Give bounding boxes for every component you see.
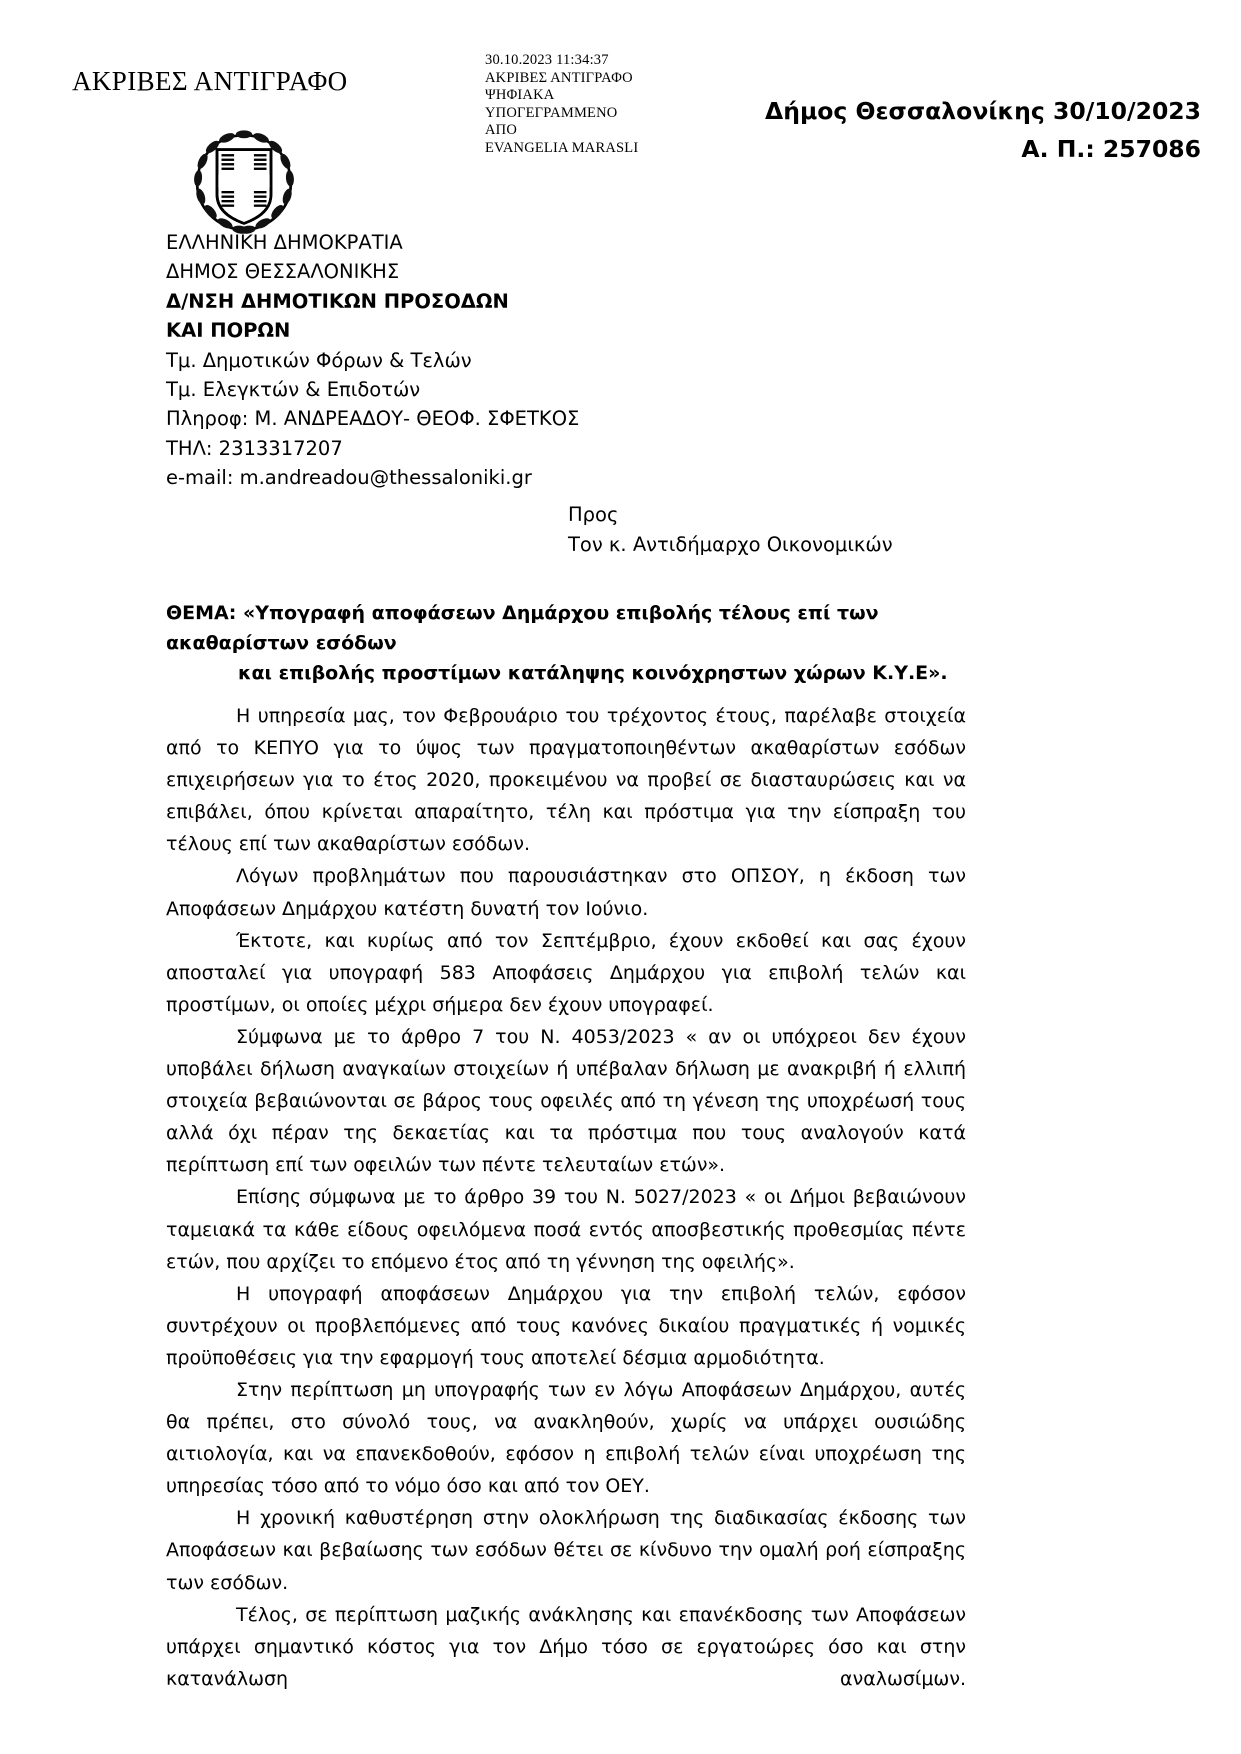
sender-line-directorate: Δ/ΝΣΗ ΔΗΜΟΤΙΚΩΝ ΠΡΟΣΟΔΩΝ [166, 289, 509, 313]
subject-line-2: και επιβολής προστίμων κατάληψης κοινόχρηστων χώρων Κ.Υ.Ε». [238, 662, 948, 684]
stamp-line-by: ΑΠΟ [485, 122, 518, 139]
sender-line-department-auditors: Τμ. Ελεγκτών & Επιδοτών [166, 378, 421, 402]
body-paragraph: Η χρονική καθυστέρηση στην ολοκλήρωση της διαδικασίας έκδοσης των Αποφάσεων και βεβαίωσης των εσόδων θέτει σε κίνδυνο την ομαλή ροή είσπραξης των εσόδων. [166, 1507, 966, 1594]
stamp-line-signed: ΥΠΟΓΕΓΡΑΜΜΕΝΟ [485, 104, 618, 121]
sender-line-contact-person: Πληροφ: Μ. ΑΝΔΡΕΑΔΟΥ- ΘΕΟΦ. ΣΦΕΤΚΟΣ [166, 407, 580, 431]
body-paragraph: Τέλος, σε περίπτωση μαζικής ανάκλησης και επανέκδοσης των Αποφάσεων υπάρχει σημαντικό κόστος για τον Δήμο τόσο σε εργατοώρες όσο και στην κατανάλωση αναλωσίμων. [166, 1603, 966, 1690]
stamp-line-timestamp: 30.10.2023 11:34:37 [485, 52, 609, 68]
body-paragraph: Έκτοτε, και κυρίως από τον Σεπτέμβριο, έχουν εκδοθεί και σας έχουν αποσταλεί για υπογραφή 583 Αποφάσεις Δημάρχου για επιβολή τελών και προστίμων, οι οποίες μέχρι σήμερα δεν έχουν υπογραφεί. [166, 929, 966, 1016]
body-paragraph: Επίσης σύμφωνα με το άρθρο 39 του Ν. 5027/2023 « οι Δήμοι βεβαιώνουν ταμειακά τα κάθε είδους οφειλόμενα ποσά εντός αποσβεστικής προθεσμίας πέντε ετών, που αρχίζει το επόμενο έτος από τη γέννηση της οφειλής». [166, 1186, 966, 1273]
document-body [166, 700, 966, 1727]
protocol-number-line: Α. Π.: 257086 [1021, 135, 1201, 163]
subject-block [166, 598, 966, 688]
body-paragraph: Στην περίπτωση μη υπογραφής των εν λόγω Αποφάσεων Δημάρχου, αυτές θα πρέπει, στο σύνολό τους, να ανακληθούν, χωρίς να υπάρχει ουσιώδης αιτιολογία, και να επανεκδοθούν, εφόσον η επιβολή τελών είναι υποχρέωση της υπηρεσίας τόσο από το νόμο όσο και από τον ΟΕΥ. [166, 1378, 966, 1498]
body-paragraph: Σύμφωνα με το άρθρο 7 του Ν. 4053/2023 « αν οι υπόχρεοι δεν έχουν υποβάλει δήλωση αναγκαίων στοιχείων ή υπέβαλαν δήλωση με ανακριβή ή ελλιπή στοιχεία βεβαιώνονται σε βάρος τους οφειλές από τη γένεση της υποχρέωσή τους αλλά όχι πέραν της δεκαετίας και τα πρόστιμα που τους αναλογούν κατά περίπτωση επί των οφειλών των πέντε τελευταίων ετών». [166, 1025, 966, 1177]
recipient-label: Προς [568, 503, 619, 526]
sender-line-department-taxes: Τμ. Δημοτικών Φόρων & Τελών [166, 348, 472, 372]
sender-block [166, 228, 579, 493]
sender-line-email: e-mail: m.andreadou@thessaloniki.gr [166, 466, 532, 490]
sender-line-republic: ΕΛΛΗΝΙΚΗ ΔΗΜΟΚΡΑΤΙΑ [166, 231, 403, 254]
certified-copy-title: ΑΚΡΙΒΕΣ ΑΝΤΙΓΡΑΦΟ [72, 66, 348, 96]
body-paragraph: Η υπηρεσία μας, τον Φεβρουάριο του τρέχοντος έτους, παρέλαβε στοιχεία από το ΚΕΠΥΟ για το ύψος των πραγματοποιηθέντων ακαθαρίστων εσόδων επιχειρήσεων για το έτος 2020, προκειμένου να προβεί σε διασταυρώσεις και να επιβάλει, όπου κρίνεται απαραίτητο, τέλη και πρόστιμα για την είσπραξη του τέλους επί των ακαθαρίστων εσόδων. [166, 705, 966, 856]
digital-signature-stamp [485, 52, 638, 158]
sender-line-municipality: ΔΗΜΟΣ ΘΕΣΣΑΛΟΝΙΚΗΣ [166, 260, 400, 284]
stamp-line-signer-name: EVANGELIA MARASLI [485, 139, 639, 156]
sender-line-phone: ΤΗΛ: 2313317207 [166, 436, 343, 460]
coat-of-arms-icon [190, 128, 298, 236]
document-reference-block [765, 92, 1201, 168]
sender-line-directorate-cont: ΚΑΙ ΠΟΡΩΝ [166, 319, 291, 343]
stamp-line-digitally: ΨΗΦΙΑΚΑ [485, 87, 555, 104]
document-header [0, 52, 1241, 172]
subject-line-1: ΘΕΜΑ: «Υπογραφή αποφάσεων Δημάρχου επιβολής τέλους επί των ακαθαρίστων εσόδων [166, 602, 879, 654]
recipient-name: Τον κ. Αντιδήμαρχο Οικονομικών [568, 533, 893, 556]
body-paragraph: Η υπογραφή αποφάσεων Δημάρχου για την επιβολή τελών, εφόσον συντρέχουν οι προβλεπόμενες από τους κανόνες δικαίου πραγματικές ή νομικές προϋποθέσεις για την εφαρμογή τους αποτελεί δέσμια αρμοδιότητα. [166, 1282, 966, 1369]
municipality-date-line: Δήμος Θεσσαλονίκης 30/10/2023 [765, 97, 1201, 125]
recipient-block [568, 500, 893, 560]
body-paragraph: Λόγων προβλημάτων που παρουσιάστηκαν στο ΟΠΣΟΥ, η έκδοση των Αποφάσεων Δημάρχου κατέστη δυνατή τον Ιούνιο. [166, 865, 966, 920]
stamp-line-certified: ΑΚΡΙΒΕΣ ΑΝΤΙΓΡΑΦΟ [485, 69, 633, 86]
